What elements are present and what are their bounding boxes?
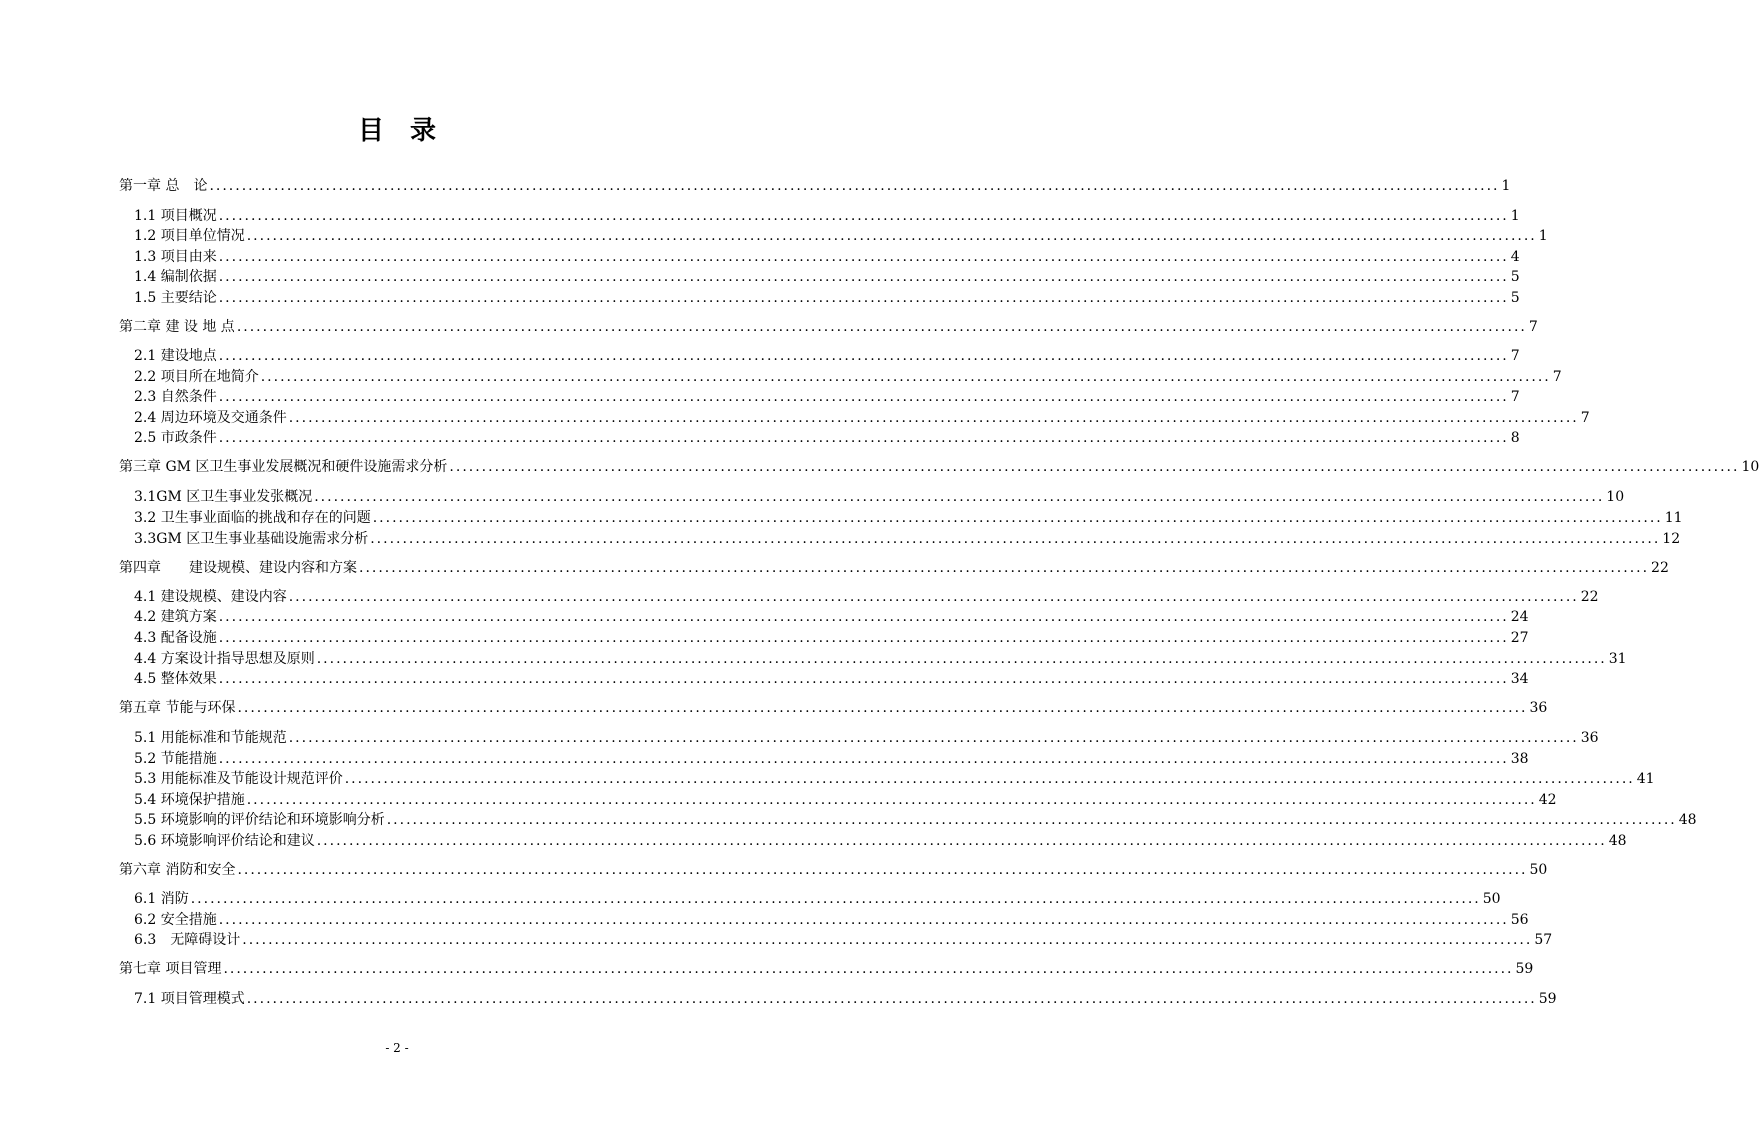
toc-page-number: 42 [1538, 792, 1557, 808]
toc-section-entry [134, 909, 1529, 929]
dot-leader: ........................................................................................................................................................................................................ [218, 430, 1509, 446]
toc-page-number: 1 [1501, 178, 1511, 194]
toc-page-number: 50 [1482, 891, 1501, 907]
dot-leader: ........................................................................................................................................................................................................ [218, 249, 1509, 265]
toc-chapter-entry [119, 316, 1538, 336]
dot-leader: ........................................................................................................................................................................................................ [218, 269, 1509, 285]
toc-page-number: 48 [1678, 812, 1697, 828]
title-text: 目 录 [357, 116, 436, 146]
toc-section-entry [134, 668, 1529, 688]
toc-entry-label: 5.4 环境保护措施 [134, 792, 245, 808]
toc-page-number: 27 [1510, 630, 1529, 646]
toc-chapter-entry [119, 859, 1548, 879]
toc-section-entry [134, 929, 1553, 949]
toc-entry-label: 2.4 周边环境及交通条件 [134, 410, 287, 426]
toc-entry-label: 6.1 消防 [134, 891, 189, 907]
dot-leader: ........................................................................................................................................................................................................ [237, 700, 1528, 716]
toc-entry-label: 4.3 配备设施 [134, 630, 217, 646]
toc-section-entry [134, 768, 1655, 788]
toc-entry-label: 2.5 市政条件 [134, 430, 217, 446]
toc-entry-label: 第五章 节能与环保 [119, 700, 236, 716]
toc-page-number: 5 [1510, 269, 1520, 285]
toc-section-entry [134, 528, 1681, 548]
toc-section-entry [134, 988, 1557, 1008]
toc-entry-label: 4.4 方案设计指导思想及原则 [134, 651, 315, 667]
toc-entry-label: 3.2 卫生事业面临的挑战和存在的问题 [134, 510, 371, 526]
toc-entry-label: 5.3 用能标准及节能设计规范评价 [134, 771, 343, 787]
toc-section-entry [134, 648, 1627, 668]
dot-leader: ........................................................................................................................................................................................................ [218, 630, 1509, 646]
toc-section-entry [134, 606, 1529, 626]
toc-chapter-entry [119, 175, 1511, 195]
page-number-footer: - 2 - [385, 1041, 409, 1055]
toc-section-entry [134, 727, 1599, 747]
toc-entry-label: 第二章 建 设 地 点 [119, 319, 235, 335]
dot-leader: ........................................................................................................................................................................................................ [190, 891, 1481, 907]
toc-page-number: 24 [1510, 609, 1529, 625]
toc-page-number: 10 [1606, 489, 1625, 505]
dot-leader: ........................................................................................................................................................................................................ [209, 178, 1500, 194]
toc-section-entry [134, 789, 1557, 809]
dot-leader: ........................................................................................................................................................................................................ [218, 912, 1509, 928]
toc-page-number: 8 [1510, 430, 1520, 446]
dot-leader: ........................................................................................................................................................................................................ [386, 812, 1677, 828]
toc-page-number: 22 [1580, 589, 1599, 605]
toc-entry-label: 1.5 主要结论 [134, 290, 217, 306]
toc-page-number: 59 [1515, 961, 1534, 977]
toc-section-entry [134, 366, 1562, 386]
dot-leader: ........................................................................................................................................................................................................ [316, 651, 1607, 667]
toc-page-number: 11 [1664, 510, 1683, 526]
toc-entry-label: 3.1GM 区卫生事业发张概况 [134, 489, 313, 505]
toc-entry-label: 4.2 建筑方案 [134, 609, 217, 625]
toc-section-entry [134, 266, 1520, 286]
toc-page-number: 4 [1510, 249, 1520, 265]
toc-entry-label: 1.4 编制依据 [134, 269, 217, 285]
toc-section-entry [134, 427, 1520, 447]
toc-section-entry [134, 627, 1529, 647]
toc-page-number: 1 [1510, 208, 1520, 224]
toc-page-number: 38 [1510, 751, 1529, 767]
dot-leader: ........................................................................................................................................................................................................ [218, 671, 1509, 687]
toc-page-number: 22 [1651, 560, 1669, 576]
toc-page-number: 50 [1529, 862, 1548, 878]
toc-entry-label: 7.1 项目管理模式 [134, 991, 245, 1007]
toc-chapter-entry [119, 697, 1548, 717]
toc-section-entry [134, 407, 1590, 427]
toc-chapter-entry [119, 958, 1534, 978]
dot-leader: ........................................................................................................................................................................................................ [218, 751, 1509, 767]
dot-leader: ........................................................................................................................................................................................................ [218, 208, 1509, 224]
toc-page-number: 7 [1510, 389, 1520, 405]
toc-page-number: 48 [1608, 833, 1627, 849]
toc-section-entry [134, 888, 1501, 908]
dot-leader: ........................................................................................................................................................................................................ [236, 319, 1527, 335]
toc-entry-label: 2.3 自然条件 [134, 389, 217, 405]
toc-section-entry [134, 225, 1548, 245]
toc-page-number: 1 [1538, 228, 1548, 244]
dot-leader: ........................................................................................................................................................................................................ [218, 609, 1509, 625]
toc-page-number: 10 [1741, 459, 1759, 475]
toc-entry-label: 第七章 项目管理 [119, 961, 222, 977]
toc-section-entry [134, 246, 1520, 266]
toc-page-number: 41 [1636, 771, 1655, 787]
toc-entry-label: 1.3 项目由来 [134, 249, 217, 265]
toc-page-number: 34 [1510, 671, 1529, 687]
toc-section-entry [134, 287, 1520, 307]
dot-leader: ........................................................................................................................................................................................................ [218, 290, 1509, 306]
toc-page-number: 36 [1580, 730, 1599, 746]
toc-page-number: 56 [1510, 912, 1529, 928]
dot-leader: ........................................................................................................................................................................................................ [370, 531, 1661, 547]
toc-page-number: 36 [1529, 700, 1548, 716]
toc-entry-label: 2.2 项目所在地简介 [134, 369, 259, 385]
toc-chapter-entry [119, 456, 1759, 476]
dot-leader: ........................................................................................................................................................................................................ [314, 489, 1605, 505]
toc-page-number: 31 [1608, 651, 1627, 667]
toc-section-entry [134, 486, 1625, 506]
toc-section-entry [134, 586, 1599, 606]
toc-entry-label: 第四章 建设规模、建设内容和方案 [119, 560, 357, 576]
toc-entry-label: 5.6 环境影响评价结论和建议 [134, 833, 315, 849]
dot-leader: ........................................................................................................................................................................................................ [288, 730, 1579, 746]
dot-leader: ........................................................................................................................................................................................................ [372, 510, 1663, 526]
toc-page-number: 12 [1662, 531, 1681, 547]
toc-page-number: 7 [1528, 319, 1538, 335]
dot-leader: ........................................................................................................................................................................................................ [242, 932, 1533, 948]
toc-section-entry [134, 386, 1520, 406]
toc-entry-label: 2.1 建设地点 [134, 348, 217, 364]
dot-leader: ........................................................................................................................................................................................................ [218, 389, 1509, 405]
toc-page-number: 5 [1510, 290, 1520, 306]
toc-entry-label: 1.2 项目单位情况 [134, 228, 245, 244]
toc-entry-label: 4.5 整体效果 [134, 671, 217, 687]
toc-entry-label: 第三章 GM 区卫生事业发展概况和硬件设施需求分析 [119, 459, 448, 475]
toc-entry-label: 第六章 消防和安全 [119, 862, 236, 878]
toc-section-entry [134, 205, 1520, 225]
toc-chapter-entry [119, 557, 1669, 577]
toc-page-number: 7 [1552, 369, 1562, 385]
toc-entry-label: 5.5 环境影响的评价结论和环境影响分析 [134, 812, 385, 828]
toc-entry-label: 6.2 安全措施 [134, 912, 217, 928]
dot-leader: ........................................................................................................................................................................................................ [288, 589, 1579, 605]
dot-leader: ........................................................................................................................................................................................................ [246, 228, 1537, 244]
toc-entry-label: 4.1 建设规模、建设内容 [134, 589, 287, 605]
dot-leader: ........................................................................................................................................................................................................ [246, 792, 1537, 808]
dot-leader: ........................................................................................................................................................................................................ [288, 410, 1579, 426]
toc-entry-label: 6.3 无障碍设计 [134, 932, 241, 948]
dot-leader: ........................................................................................................................................................................................................ [218, 348, 1509, 364]
toc-entry-label: 5.1 用能标准和节能规范 [134, 730, 287, 746]
toc-entry-label: 5.2 节能措施 [134, 751, 217, 767]
toc-entry-label: 3.3GM 区卫生事业基础设施需求分析 [134, 531, 369, 547]
toc-page-number: 7 [1580, 410, 1590, 426]
page-title [0, 110, 794, 147]
dot-leader: ........................................................................................................................................................................................................ [359, 560, 1650, 576]
toc-section-entry [134, 507, 1683, 527]
dot-leader: ........................................................................................................................................................................................................ [246, 991, 1537, 1007]
dot-leader: ........................................................................................................................................................................................................ [237, 862, 1528, 878]
toc-section-entry [134, 830, 1627, 850]
dot-leader: ........................................................................................................................................................................................................ [344, 771, 1635, 787]
toc-entry-label: 第一章 总 论 [119, 178, 208, 194]
dot-leader: ........................................................................................................................................................................................................ [223, 961, 1514, 977]
toc-section-entry [134, 345, 1520, 365]
dot-leader: ........................................................................................................................................................................................................ [449, 459, 1740, 475]
toc-entry-label: 1.1 项目概况 [134, 208, 217, 224]
toc-section-entry [134, 809, 1697, 829]
toc-section-entry [134, 748, 1529, 768]
dot-leader: ........................................................................................................................................................................................................ [316, 833, 1607, 849]
toc-page-number: 59 [1538, 991, 1557, 1007]
toc-page-number: 57 [1534, 932, 1553, 948]
dot-leader: ........................................................................................................................................................................................................ [260, 369, 1551, 385]
toc-page-number: 7 [1510, 348, 1520, 364]
